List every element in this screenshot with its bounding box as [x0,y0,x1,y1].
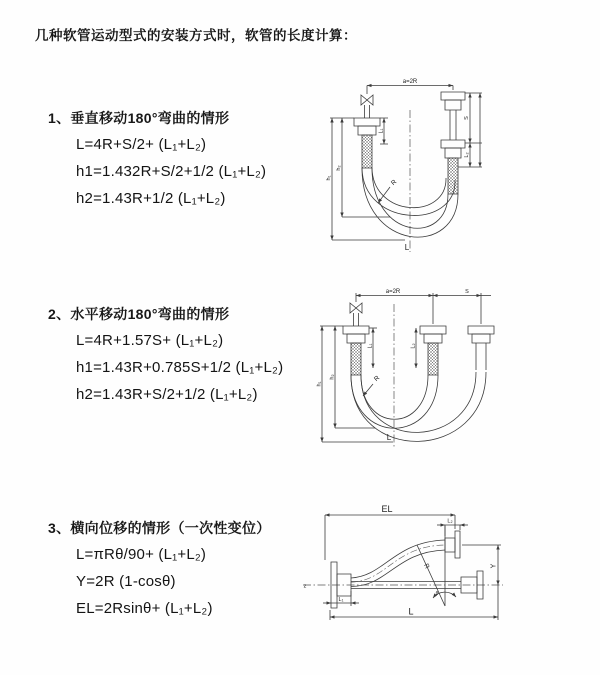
dim-y [462,545,501,620]
radius-leader [363,384,373,396]
dim-l2 [437,525,468,536]
valve-icon [361,95,373,118]
hose-curves [351,372,486,441]
length-label: L [404,243,410,252]
length-label: L [386,433,392,442]
diagram-2-horizontal-180-bend [305,280,600,455]
dim-label-span: a=2R [402,79,418,85]
dim-el [325,515,455,560]
formula-line: h1=1.432R+S/2+1/2 (L₁+L₂) [76,163,267,180]
formula-line: Y=2R (1-cosθ) [76,573,176,590]
dim-l [330,610,498,620]
formula-line: L=πRθ/90+ (L₁+L₂) [76,546,207,563]
section-2-heading: 2、水平移动180°弯曲的情形 [48,306,230,322]
length-label: L [408,606,414,617]
dim-label-s: S [465,289,469,295]
angle-label: θ [435,591,439,597]
dim-label-span: a=2R [385,289,401,295]
dim-span-2r [367,86,453,95]
dim-label-el: EL [381,504,393,514]
diagram-1-vertical-180-bend [310,70,600,262]
dim-label-h1: h₁ [316,381,323,387]
radius-leader [378,187,390,203]
centerline-break-mark: z [303,583,307,590]
dim-fittings [369,328,416,368]
formula-line: h2=1.43R+1/2 (L₁+L₂) [76,190,226,207]
braided-section [351,343,361,375]
radius-label: R [422,562,431,571]
formula-line: L=4R+1.57S+ (L₁+L₂) [76,332,224,349]
diagram-3-lateral-displacement [295,498,600,626]
dim-label-h2: h₂ [336,165,342,171]
braided-section [362,135,372,168]
radius-label: R [372,374,382,384]
section-1-heading: 1、垂直移动180°弯曲的情形 [48,110,230,126]
dim-label-y: Y [490,563,498,569]
dim-label-l2: L₂ [447,518,453,525]
valve-icon [350,303,362,326]
right-pipe-fitting [441,92,465,194]
braided-section [428,343,438,375]
formula-line: h2=1.43R+S/2+1/2 (L₁+L₂) [76,386,258,403]
dim-label-l1: L₁ [367,343,374,349]
page-title: 几种软管运动型式的安装方式时，软管的长度计算： [35,28,357,43]
dim-label-l1: L₁ [378,128,385,134]
dim-label-l1: L₁ [338,597,344,603]
middle-pipe-fitting [420,326,446,375]
dim-span-2r-s [356,293,491,324]
formula-line: L=4R+S/2+ (L₁+L₂) [76,136,207,153]
dim-label-h1: h₁ [326,175,332,181]
dim-s-l2 [458,93,482,167]
left-pipe-fitting [343,326,369,375]
dim-label-l2: L₂ [464,152,470,158]
dim-label-l2: L₂ [410,343,417,349]
dim-label-h2: h₂ [329,374,336,380]
right-pipe-fitting [468,326,494,370]
s-curve-hose [351,540,445,587]
formula-line: EL=2Rsinθ+ (L₁+L₂) [76,600,213,617]
section-3-heading: 3、横向位移的情形（一次性变位） [48,520,271,536]
radius-label: R [389,178,399,188]
left-pipe-fitting [354,118,380,168]
dim-label-s: S [464,116,470,120]
braided-section [448,158,458,194]
upper-right-flange [445,531,460,558]
formula-line: h1=1.43R+0.785S+1/2 (L₁+L₂) [76,359,284,376]
